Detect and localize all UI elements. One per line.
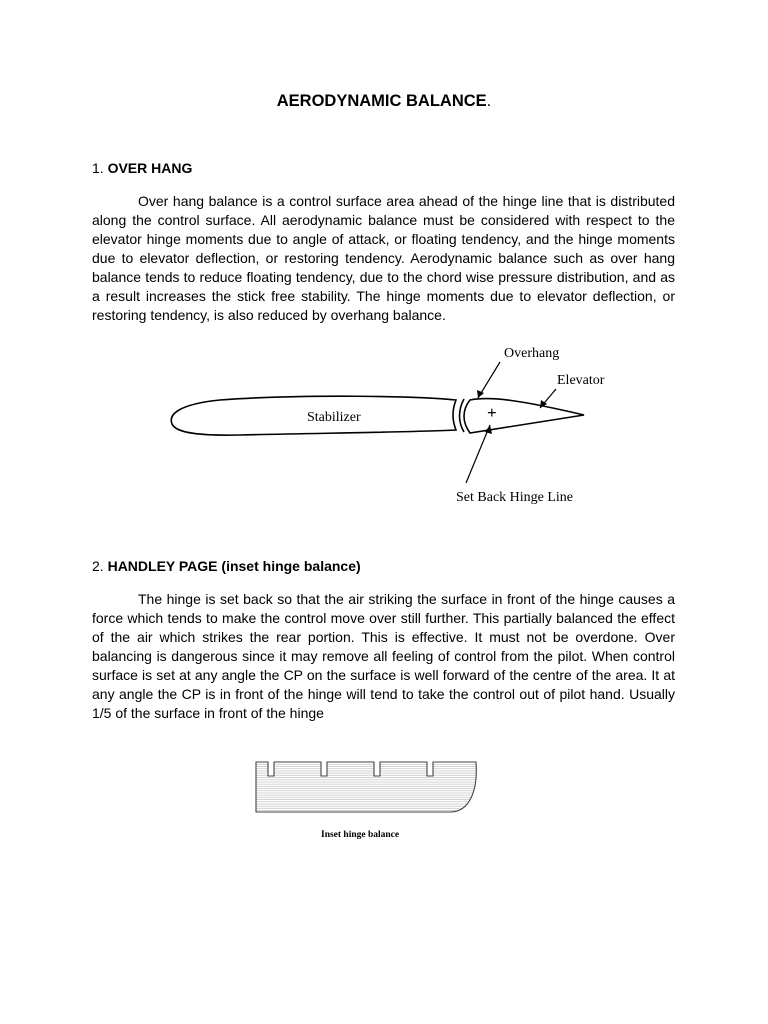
section-2-title: HANDLEY PAGE (inset hinge balance)	[107, 558, 361, 574]
hinge-leader	[466, 425, 490, 483]
section-1-number: 1.	[92, 160, 104, 176]
elevator-label: Elevator	[557, 373, 605, 388]
overhang-leader	[478, 362, 500, 398]
section-2-number: 2.	[92, 558, 104, 574]
section-1-heading	[92, 160, 192, 176]
elevator-leader	[540, 389, 556, 408]
title-period: .	[486, 92, 492, 110]
elevator-shape	[464, 399, 584, 433]
overhang-curve	[460, 399, 465, 432]
elevator-arrowhead	[540, 400, 547, 408]
hinge-label: Set Back Hinge Line	[456, 490, 574, 505]
overhang-arrowhead	[477, 390, 484, 398]
page-title	[0, 92, 768, 111]
stabilizer-label: Stabilizer	[307, 410, 361, 425]
overhang-label: Overhang	[504, 346, 560, 361]
section-2-heading	[92, 558, 361, 574]
section-1-paragraph: Over hang balance is a control surface area ahead of the hinge line that is distributed along the control surface. All aerodynamic balance must be considered with respect to the elevator hinge moments due to angle of attack, or floating tendency, and the hinge moments due to elevator deflection, or restoring tendency. Aerodynamic balance such as over hang balance tends to reduce floating tendency, due to the chord wise pressure distribution, and as a result increases the stick free stability. The hinge moments due to elevator deflection, or restoring tendency, is also reduced by overhang balance.	[92, 193, 675, 323]
hinge-arrowhead	[485, 425, 492, 434]
hinge-symbol: +	[487, 403, 497, 422]
section-1-title: OVER HANG	[107, 160, 193, 176]
inset-hinge-caption: Inset hinge balance	[321, 830, 400, 840]
section-2-paragraph: The hinge is set back so that the air striking the surface in front of the hinge causes a force which tends to make the control move over still further. This partially balanced the effect of the air which strikes the rear portion. This is effective. It must not be overdone. Over balancing is dangerous since it may remove all feeling of control from the pilot. When control surface is set at any angle the CP on the surface is well forward of the centre of the area. It at any angle the CP is in front of the hinge will tend to take the control out of pilot hand. Usually 1/5 of the surface in front of the hinge	[92, 591, 675, 721]
title-text: AERODYNAMIC BALANCE	[276, 92, 487, 110]
inset-hinge-shape	[256, 762, 476, 812]
